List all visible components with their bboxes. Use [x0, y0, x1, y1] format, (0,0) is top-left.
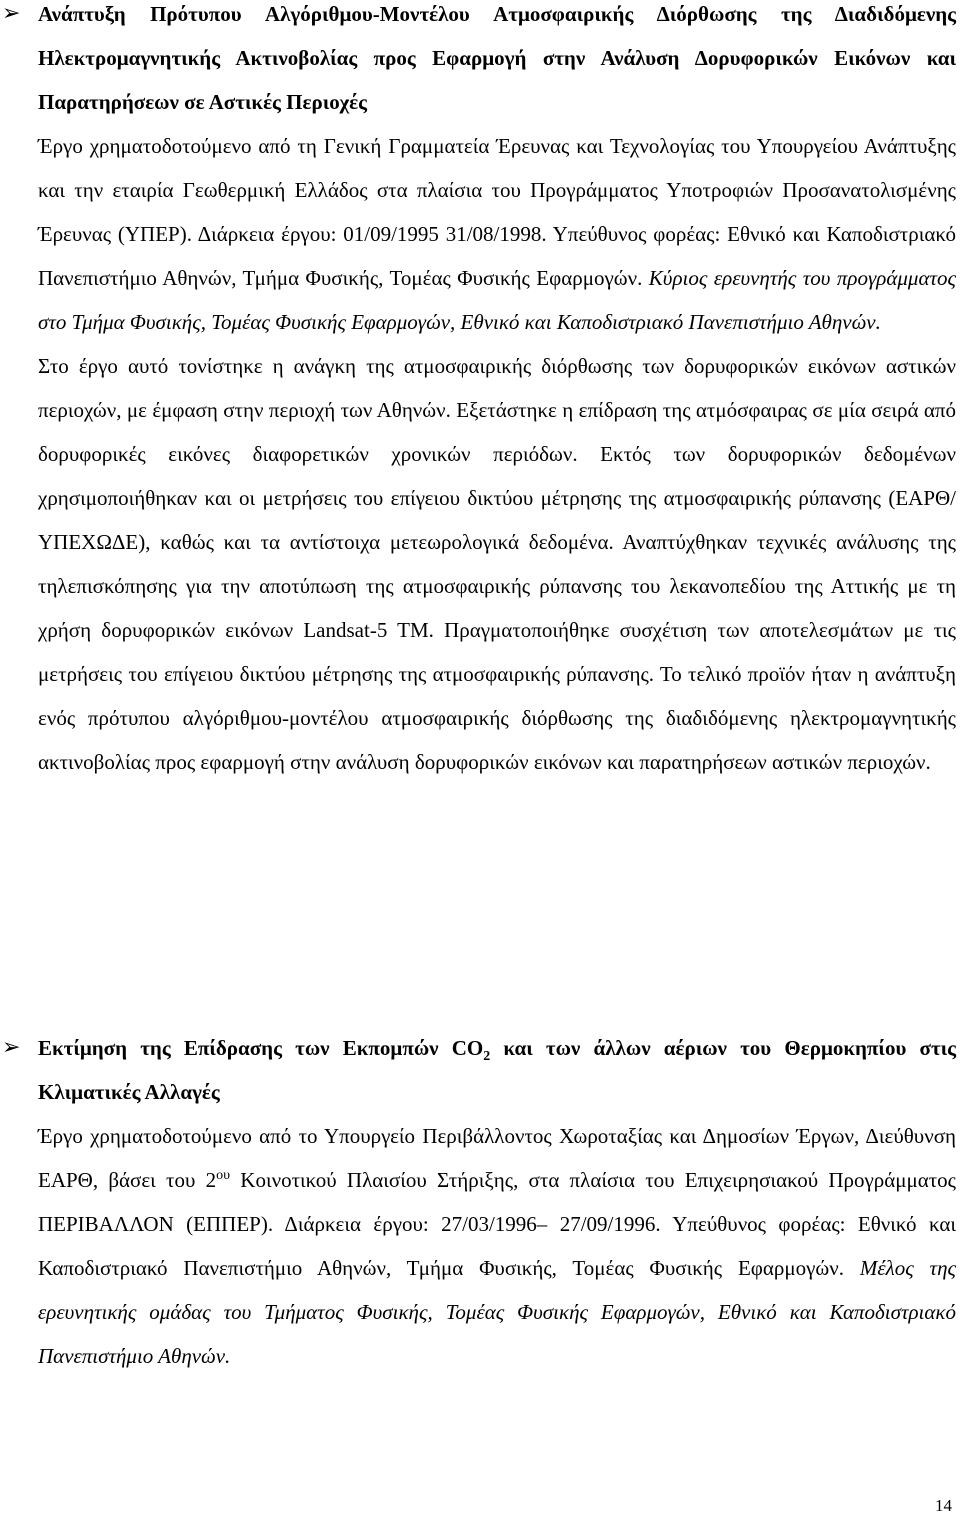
page-number: 14 [935, 1496, 952, 1515]
project-description [38, 124, 956, 344]
subscript-2: 2 [483, 1049, 491, 1065]
section-heading [38, 1026, 956, 1114]
heading-text-end: και των άλλων αέριων του Θερμοκηπίου στις Κλιματικές Αλλαγές [38, 1036, 957, 1104]
project-description-text: Έργο χρηματοδοτούμενο από τη Γενική Γραμματεία Έρευνας και Τεχνολογίας του Υπουργείου Ανάπτυξης και την εταιρία Γεωθερμική Ελλάδος στα πλαίσια του Προγράμματος Υποτροφιών Προσανατολισμένης Έρευνας (ΥΠΕΡ). Διάρκεια έργου: 01/09/1995 31/08/1998. Υπεύθυνος φορέας: Εθνικό και Καποδιστριακό Πανεπιστήμιο Αθηνών, Τμήμα Φυσικής, Τομέας Φυσικής Εφαρμογών. [38, 134, 956, 290]
arrow-bullet-icon: ➢ [2, 1035, 21, 1060]
arrow-bullet-icon: ➢ [2, 1, 21, 26]
project-description [38, 1114, 956, 1378]
project-summary: Στο έργο αυτό τονίστηκε η ανάγκη της ατμοσφαιρικής διόρθωσης των δορυφορικών εικόνων αστικών περιοχών, με έμφαση στην περιοχή των Αθηνών. Εξετάστηκε η επίδραση της ατμόσφαιρας σε μία σειρά από δορυφορικές εικόνες διαφορετικών χρονικών περιόδων. Εκτός των δορυφορικών δεδομένων χρησιμοποιήθηκαν και οι μετρήσεις του επίγειου δικτύου μέτρησης της ατμοσφαιρικής ρύπανσης (ΕΑΡΘ/ΥΠΕΧΩΔΕ), καθώς και τα αντίστοιχα μετεωρολογικά δεδομένα. Αναπτύχθηκαν τεχνικές ανάλυσης της τηλεπισκόπησης για την αποτύπωση της ατμοσφαιρικής ρύπανσης του λεκανοπεδίου της Αττικής με τη χρήση δορυφορικών εικόνων Landsat-5 TM. Πραγματοποιήθηκε συσχέτιση των αποτελεσμάτων με τις μετρήσεις του επίγειου δικτύου μέτρησης της ατμοσφαιρικής ρύπανσης. Το τελικό προϊόν ήταν η ανάπτυξη ενός πρότυπου αλγόριθμου-μοντέλου ατμοσφαιρικής διόρθωσης της διαδιδόμενης ηλεκτρομαγνητικής ακτινοβολίας προς εφαρμογή στην ανάλυση δορυφορικών εικόνων και παρατηρήσεων αστικών περιοχών. [38, 354, 956, 774]
heading-text-start: Εκτίμηση της Επίδρασης των Εκπομπών CO [38, 1036, 484, 1060]
ordinal-superscript: ου [216, 1168, 231, 1183]
project-description-text-a: Έργο χρηματοδοτούμενο από το Υπουργείο Περιβάλλοντος Χωροταξίας και Δημοσίων Έργων, Διεύθυνση ΕΑΡΘ, βάσει του 2 [38, 1124, 956, 1192]
project-role-text: Μέλος της ερευνητικής ομάδας του Τμήματος Φυσικής, Τομέας Φυσικής Εφαρμογών, Εθνικό και Καποδιστριακό Πανεπιστήμιο Αθηνών. [38, 1256, 957, 1368]
project-role-text: Κύριος ερευνητής του προγράμματος στο Τμήμα Φυσικής, Τομέας Φυσικής Εφαρμογών, Εθνικό και Καποδιστριακό Πανεπιστήμιο Αθηνών. [38, 266, 957, 334]
project-section-co2-emissions [0, 1026, 960, 1378]
project-description-text-b: Κοινοτικού Πλαισίου Στήριξης, στα πλαίσια του Επιχειρησιακού Προγράμματος ΠΕΡΙΒΑΛΛΟΝ (ΕΠΠΕΡ). Διάρκεια έργου: 27/03/1996– 27/09/1996. Υπεύθυνος φορέας: Εθνικό και Καποδιστριακό Πανεπιστήμιο Αθηνών, Τμήμα Φυσικής, Τομέας Φυσικής Εφαρμογών. [38, 1168, 956, 1280]
section-heading: Ανάπτυξη Πρότυπου Αλγόριθμου-Μοντέλου Ατμοσφαιρικής Διόρθωσης της Διαδιδόμενης Ηλεκτρομαγνητικής Ακτινοβολίας προς Εφαρμογή στην Ανάλυση Δορυφορικών Εικόνων και Παρατηρήσεων σε Αστικές Περιοχές [38, 2, 956, 114]
